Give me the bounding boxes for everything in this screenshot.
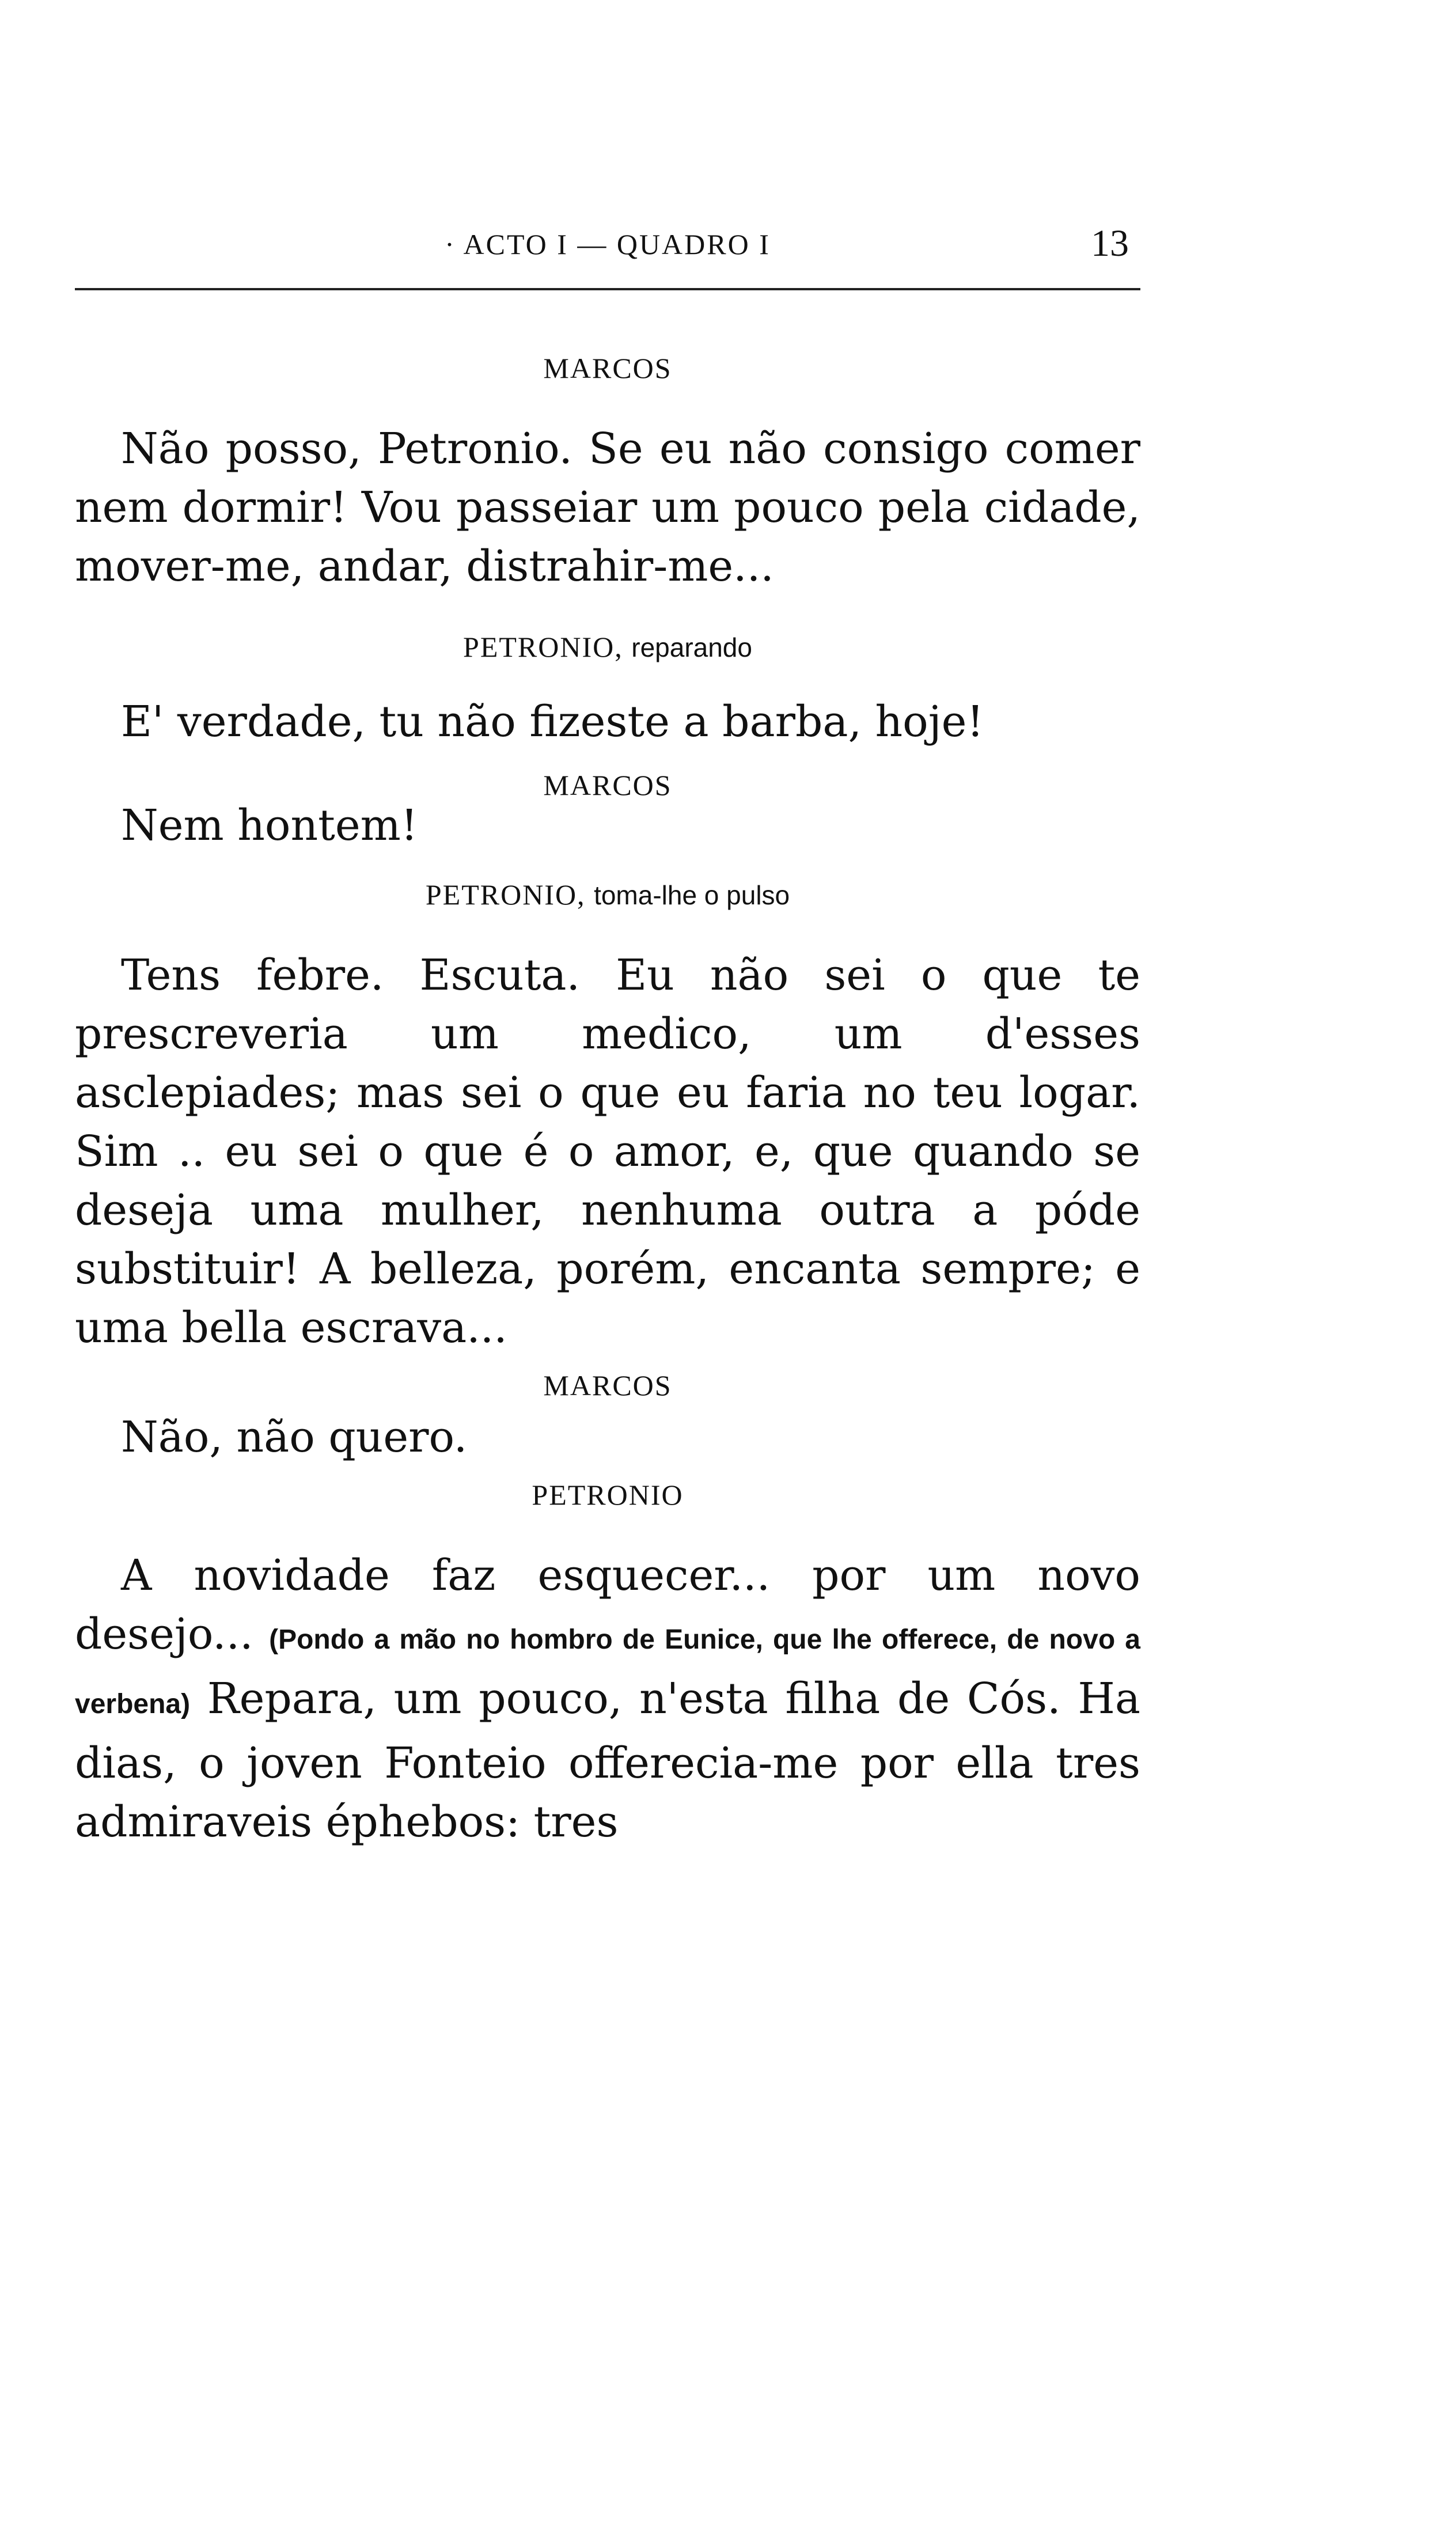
speech: Não posso, Petronio. Se eu não consigo comer nem dormir! Vou passeiar um pouco pela cidade, mover-me, andar, distrahir-me...: [75, 424, 1140, 591]
speech: Tens febre. Escuta. Eu não sei o que te prescreveria um medico, um d'esses asclepiades; mas sei o que eu faria no teu logar. Sim .. eu sei o que é o amor, e, que quando se deseja uma mulher, nenhuma outra a póde substituir! A belleza, porém, encanta sempre; e uma bella escrava...: [75, 950, 1140, 1353]
speech: Não, não quero.: [121, 1412, 468, 1462]
speaker-name: PETRONIO: [532, 1479, 684, 1511]
speaker-heading: [75, 1478, 1140, 1511]
speech-text: A novidade faz esquecer... por um novo desejo...: [75, 1551, 1140, 1659]
speech-text: Repara, um pouco, n'esta filha de Cós. Ha dias, o joven Fonteio offerecia-me por ella tres admiraveis éphebos: tres: [75, 1674, 1140, 1847]
speaker-name: PETRONIO,: [463, 631, 623, 663]
speaker-heading: [75, 1369, 1140, 1402]
running-title: · ACTO I — QUADRO I: [445, 228, 771, 260]
speaker-heading: [75, 351, 1140, 385]
speaker-direction: toma-lhe o pulso: [594, 880, 790, 910]
speaker-direction: reparando: [631, 632, 752, 662]
header-rule: [75, 288, 1140, 290]
speech: [75, 1546, 1140, 1851]
speaker-name: MARCOS: [543, 1369, 672, 1401]
running-head: [75, 222, 1140, 274]
page-number: 13: [1091, 222, 1129, 264]
speaker-heading: [75, 630, 1140, 664]
speaker-name: MARCOS: [543, 352, 672, 384]
speaker-name: MARCOS: [543, 769, 672, 801]
speech: E' verdade, tu não fizeste a barba, hoje!: [121, 697, 984, 747]
speech: Nem hontem!: [121, 801, 418, 850]
play-text: [75, 311, 1140, 1851]
speaker-heading: [75, 878, 1140, 911]
speaker-name: PETRONIO,: [425, 878, 586, 911]
stage-direction: (Pondo a mão no hombro de Eunice, que lhe offerece, de novo a verbena): [75, 1624, 1141, 1719]
